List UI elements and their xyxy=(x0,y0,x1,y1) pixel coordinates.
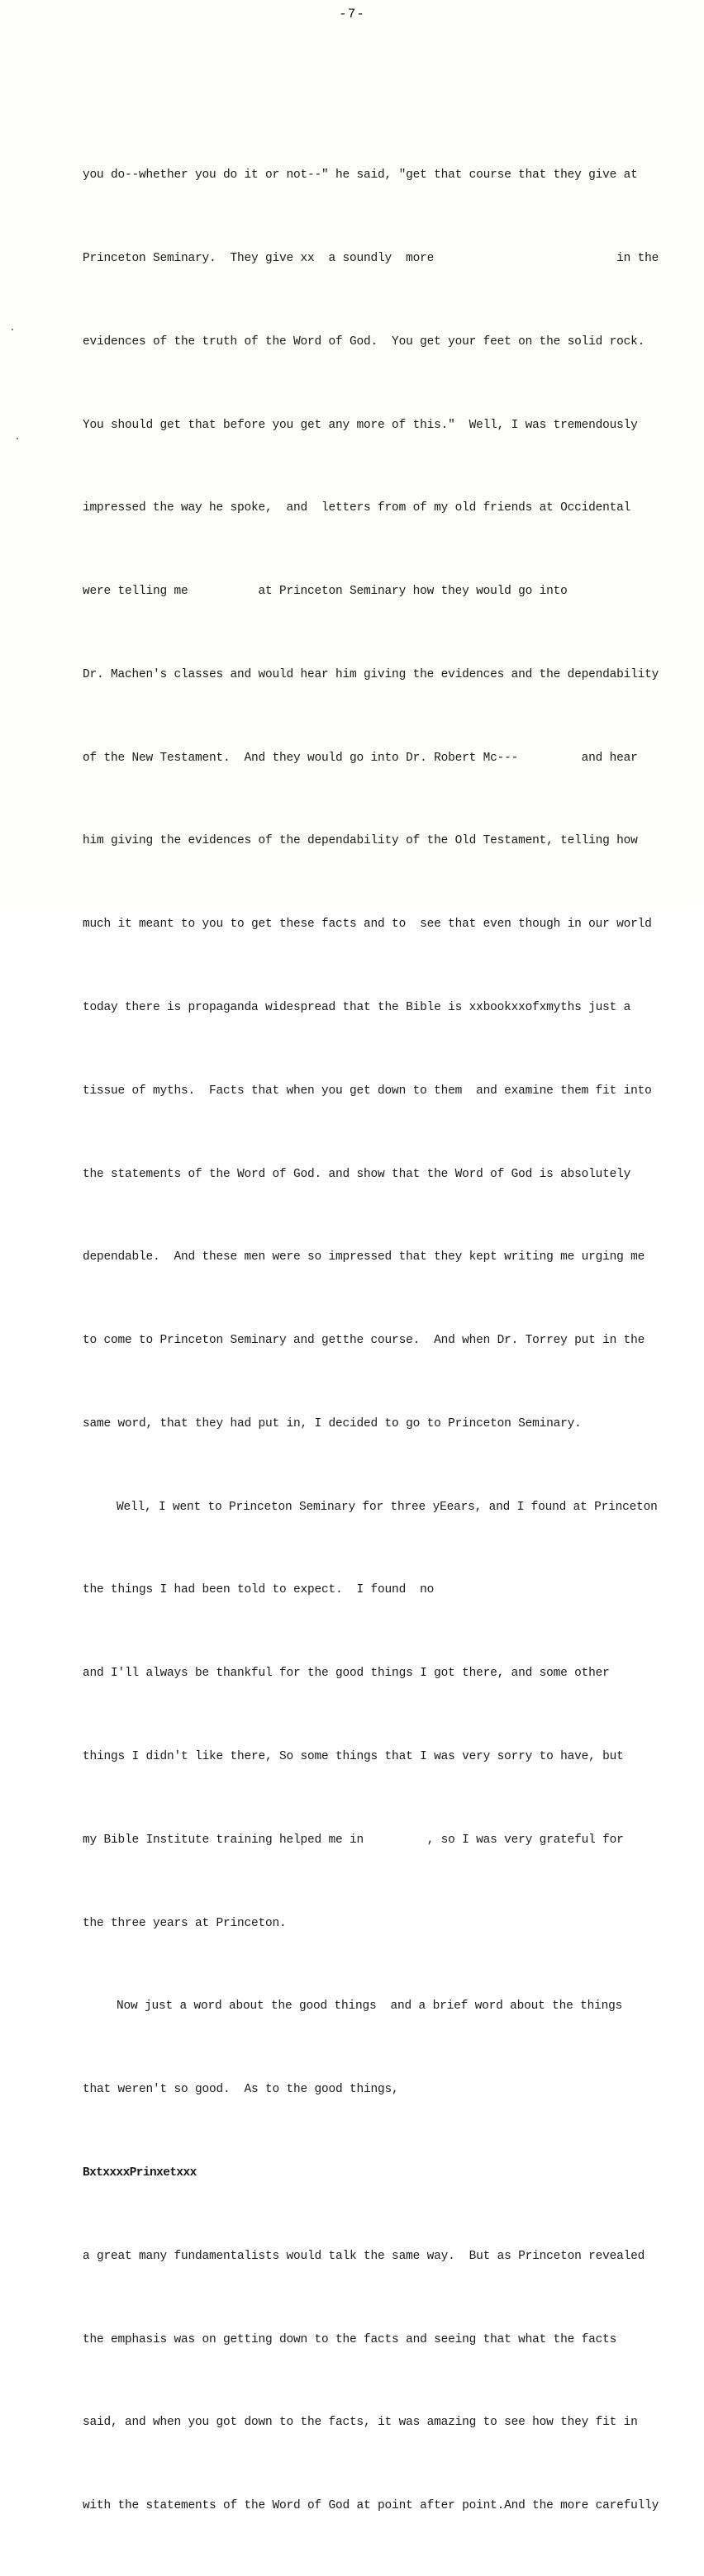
text-line: much it meant to you to get these facts and to see that even though in our world xyxy=(83,918,652,932)
text-line: the emphasis was on getting down to the facts and seeing that what the facts xyxy=(83,2332,617,2346)
text-line: Princeton Seminary. They give xx a soundly more in the xyxy=(83,251,659,265)
text-line: You should get that before you get any more of this." Well, I was tremendously xyxy=(83,418,638,432)
text-line: the three years at Princeton. xyxy=(83,1916,287,1930)
text-line: said, and when you got down to the facts, it was amazing to see how they fit in xyxy=(83,2416,638,2430)
text-line: my Bible Institute training helped me in , so I was very grateful for xyxy=(83,1833,624,1847)
text-line: Dr. Machen's classes and would hear him giving the evidences and the dependability xyxy=(83,667,659,681)
text-line: him giving the evidences of the dependability of the Old Testament, telling how xyxy=(83,834,638,848)
text-line: today there is propaganda widespread that the Bible is xxbookxxofxmyths just a xyxy=(83,1001,631,1014)
text-line: tissue of myths. Facts that when you get down to them and examine them fit into xyxy=(83,1084,652,1098)
text-line: with the statements of the Word of God at point after point.And the more carefully xyxy=(83,2499,659,2513)
text-line: evidences of the truth of the Word of God. You get your feet on the solid rock. xyxy=(83,334,645,349)
text-line: same word, that they had put in, I decided to go to Princeton Seminary. xyxy=(83,1416,582,1430)
scan-speck xyxy=(17,438,18,439)
text-line: a great many fundamentalists would talk the same way. But as Princeton revealed xyxy=(83,2249,645,2263)
struck-out-heading: BxtxxxxPrinxetxxx xyxy=(83,2166,197,2180)
text-line: of the New Testament. And they would go into Dr. Robert Mc--- and hear xyxy=(83,751,638,765)
text-line: the statements of the Word of God. and show that the Word of God is absolutely xyxy=(83,1167,631,1181)
text-line: and I'll always be thankful for the good things I got there, and some other xyxy=(83,1667,610,1681)
page-number: -7- xyxy=(339,7,365,21)
text-line: things I didn't like there, So some things that I was very sorry to have, but xyxy=(83,1750,624,1764)
text-line: that weren't so good. As to the good things, xyxy=(83,2083,399,2097)
text-line: dependable. And these men were so impressed that they kept writing me urging me xyxy=(83,1250,645,1264)
text-line: you do--whether you do it or not--" he said, "get that course that they give at xyxy=(83,168,638,183)
text-line: were telling me at Princeton Seminary how they would go into xyxy=(83,585,568,599)
text-line: impressed the way he spoke, and letters from of my old friends at Occidental xyxy=(83,501,631,515)
text-line: to come to Princeton Seminary and getthe course. And when Dr. Torrey put in the xyxy=(83,1334,645,1348)
text-line: the things I had been told to expect. I found no xyxy=(83,1583,435,1597)
document-body xyxy=(83,107,661,2576)
paragraph-first-line: Well, I went to Princeton Seminary for three yEears, and I found at Princeton xyxy=(117,1500,658,1514)
paragraph-first-line: Now just a word about the good things and a brief word about the things xyxy=(117,2000,623,2014)
scan-speck xyxy=(12,329,13,330)
